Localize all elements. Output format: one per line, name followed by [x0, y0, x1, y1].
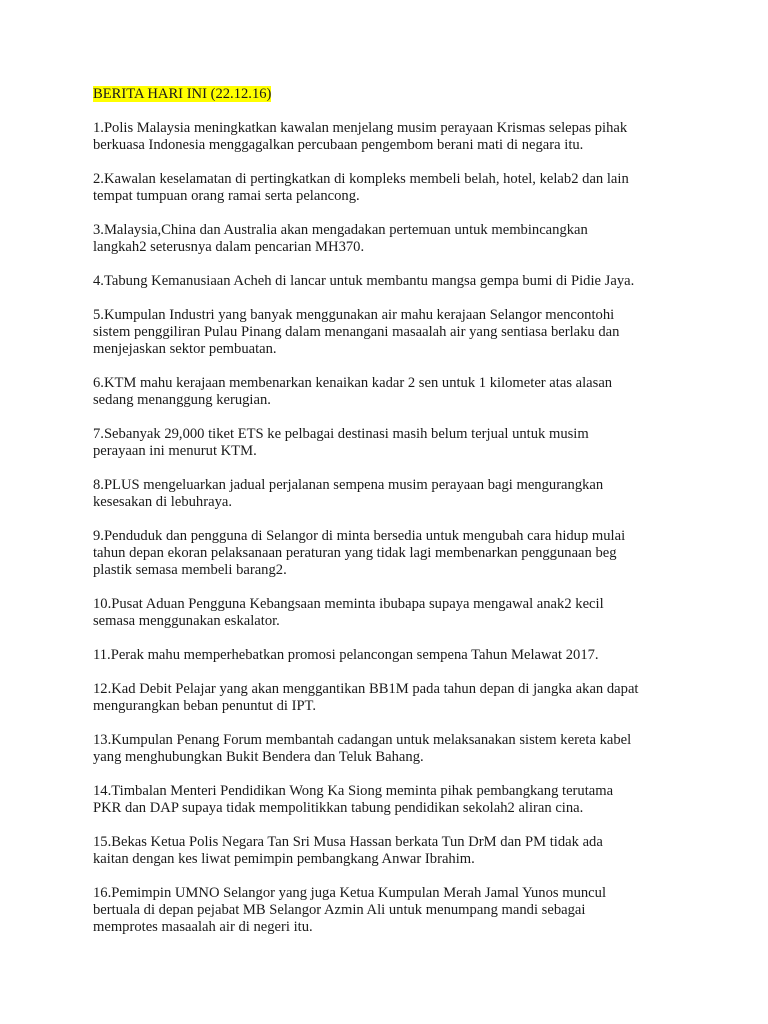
- news-item-line: 4.Tabung Kemanusiaan Acheh di lancar untuk membantu mangsa gempa bumi di Pidie Jaya.: [93, 273, 635, 289]
- news-item-line: 1.Polis Malaysia meningkatkan kawalan menjelang musim perayaan Krismas selepas pihak: [93, 120, 628, 136]
- news-item-line: bertuala di depan pejabat MB Selangor Azmin Ali untuk menumpang mandi sebagai: [93, 902, 586, 918]
- news-item-line: 2.Kawalan keselamatan di pertingkatkan di kompleks membeli belah, hotel, kelab2 dan lain: [93, 171, 629, 187]
- news-item: [93, 120, 693, 154]
- document-heading: [93, 86, 693, 103]
- news-item-line: mengurangkan beban penuntut di IPT.: [93, 698, 317, 714]
- news-item-line: plastik semasa membeli barang2.: [93, 562, 287, 578]
- news-item-line: tempat tumpuan orang ramai serta pelancong.: [93, 188, 360, 204]
- news-item: [93, 647, 693, 664]
- news-item-line: tahun depan ekoran pelaksanaan peraturan yang tidak lagi membenarkan penggunaan beg: [93, 545, 617, 561]
- news-item: [93, 596, 693, 630]
- news-item-line: PKR dan DAP supaya tidak mempolitikkan tabung pendidikan sekolah2 aliran cina.: [93, 800, 584, 816]
- news-list: [93, 120, 693, 936]
- news-item-line: 6.KTM mahu kerajaan membenarkan kenaikan kadar 2 sen untuk 1 kilometer atas alasan: [93, 375, 613, 391]
- news-item: [93, 375, 693, 409]
- news-item: [93, 885, 693, 936]
- news-item: [93, 732, 693, 766]
- news-item-line: 12.Kad Debit Pelajar yang akan menggantikan BB1M pada tahun depan di jangka akan dapat: [93, 681, 639, 697]
- news-item: [93, 307, 693, 358]
- news-item: [93, 528, 693, 579]
- news-item: [93, 681, 693, 715]
- news-item: [93, 834, 693, 868]
- news-item-line: 14.Timbalan Menteri Pendidikan Wong Ka Siong meminta pihak pembangkang terutama: [93, 783, 614, 799]
- news-item-line: menjejaskan sektor pembuatan.: [93, 341, 277, 357]
- news-item: [93, 273, 693, 290]
- news-item: [93, 222, 693, 256]
- news-item-line: semasa menggunakan eskalator.: [93, 613, 280, 629]
- news-item: [93, 426, 693, 460]
- news-item-line: sistem penggiliran Pulau Pinang dalam menangani masaalah air yang sentiasa berlaku dan: [93, 324, 620, 340]
- news-item-line: 7.Sebanyak 29,000 tiket ETS ke pelbagai destinasi masih belum terjual untuk musim: [93, 426, 589, 442]
- news-item-line: yang menghubungkan Bukit Bendera dan Teluk Bahang.: [93, 749, 424, 765]
- news-item-line: 9.Penduduk dan pengguna di Selangor di minta bersedia untuk mengubah cara hidup mulai: [93, 528, 626, 544]
- news-item: [93, 783, 693, 817]
- news-item: [93, 171, 693, 205]
- news-item-line: 5.Kumpulan Industri yang banyak menggunakan air mahu kerajaan Selangor mencontohi: [93, 307, 615, 323]
- news-item-line: 16.Pemimpin UMNO Selangor yang juga Ketua Kumpulan Merah Jamal Yunos muncul: [93, 885, 606, 901]
- news-item-line: 11.Perak mahu memperhebatkan promosi pelancongan sempena Tahun Melawat 2017.: [93, 647, 599, 663]
- news-item-line: 10.Pusat Aduan Pengguna Kebangsaan meminta ibubapa supaya mengawal anak2 kecil: [93, 596, 604, 612]
- news-item-line: 8.PLUS mengeluarkan jadual perjalanan sempena musim perayaan bagi mengurangkan: [93, 477, 604, 493]
- document-page: [93, 86, 693, 953]
- news-item-line: 15.Bekas Ketua Polis Negara Tan Sri Musa Hassan berkata Tun DrM dan PM tidak ada: [93, 834, 603, 850]
- news-item-line: 3.Malaysia,China dan Australia akan mengadakan pertemuan untuk membincangkan: [93, 222, 588, 238]
- news-item-line: kaitan dengan kes liwat pemimpin pembangkang Anwar Ibrahim.: [93, 851, 475, 867]
- news-item-line: 13.Kumpulan Penang Forum membantah cadangan untuk melaksanakan sistem kereta kabel: [93, 732, 632, 748]
- news-item-line: perayaan ini menurut KTM.: [93, 443, 257, 459]
- news-item-line: kesesakan di lebuhraya.: [93, 494, 232, 510]
- heading-highlight: BERITA HARI INI (22.12.16): [93, 86, 272, 102]
- news-item-line: sedang menanggung kerugian.: [93, 392, 271, 408]
- news-item: [93, 477, 693, 511]
- news-item-line: memprotes masaalah air di negeri itu.: [93, 919, 313, 935]
- news-item-line: langkah2 seterusnya dalam pencarian MH370.: [93, 239, 365, 255]
- news-item-line: berkuasa Indonesia menggagalkan percubaan pengembom berani mati di negara itu.: [93, 137, 584, 153]
